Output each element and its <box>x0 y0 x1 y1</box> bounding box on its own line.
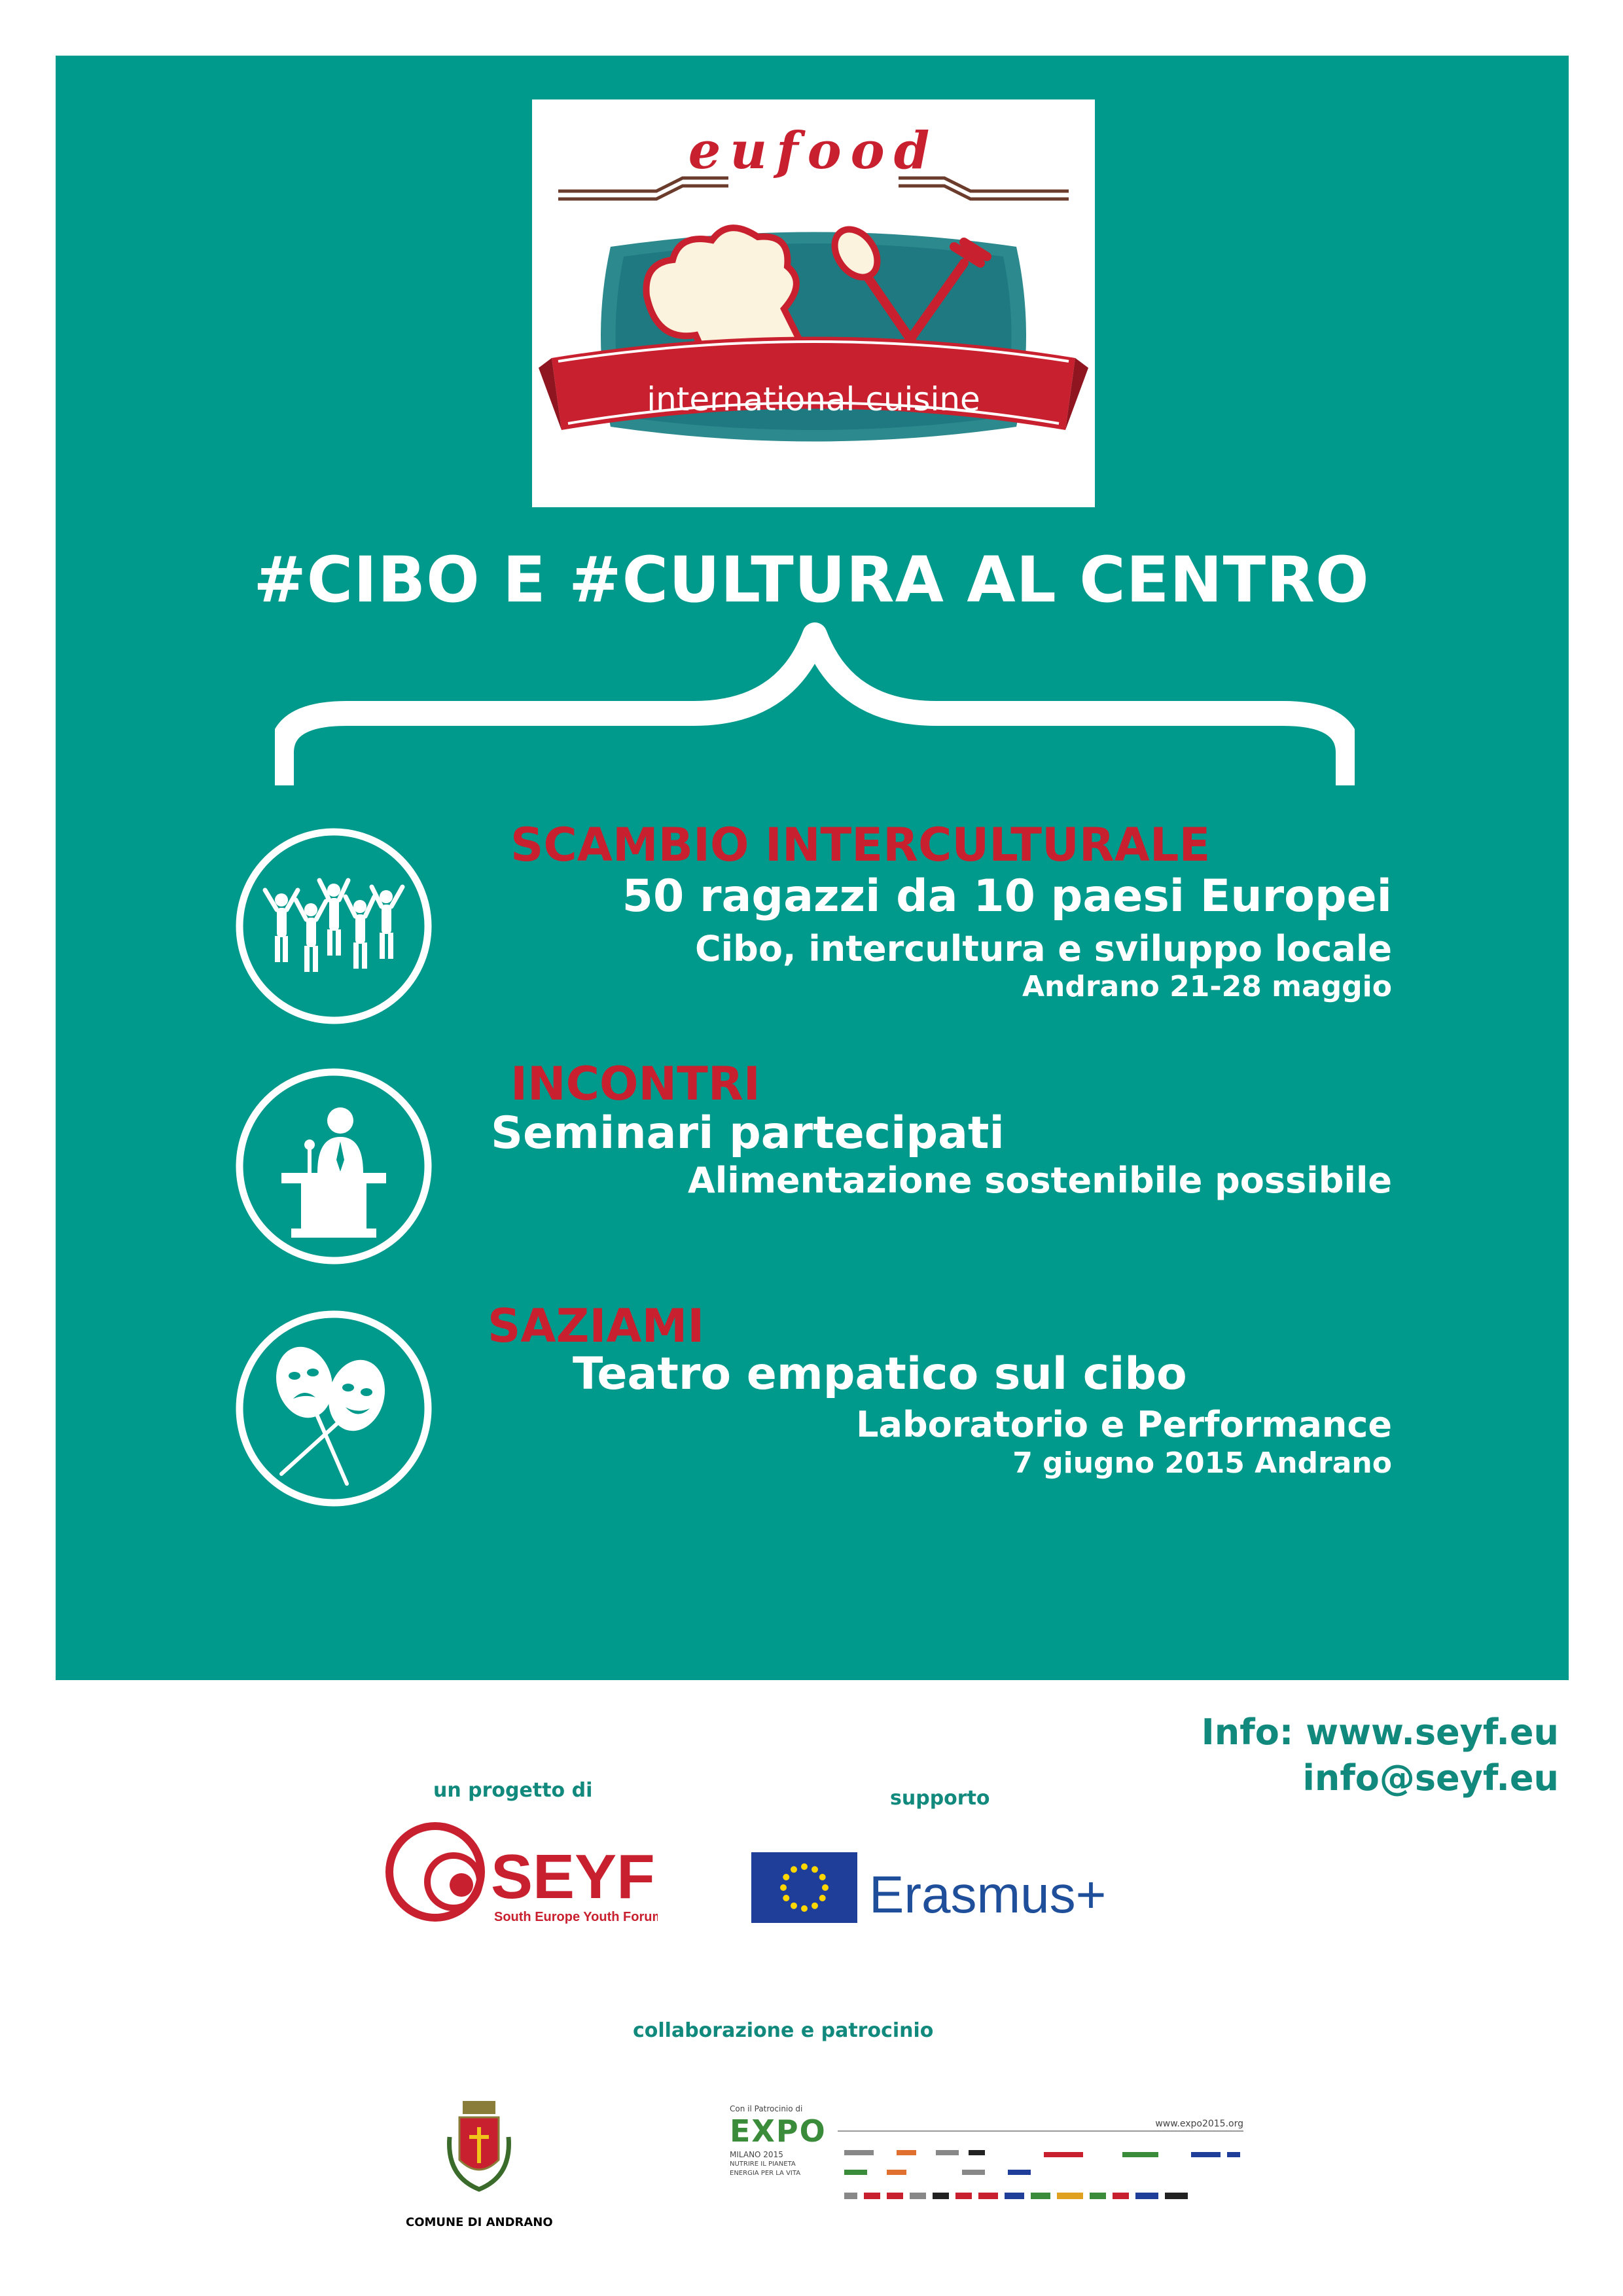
eu-star <box>822 1884 829 1891</box>
erasmus-wordmark: Erasmus+ <box>869 1865 1105 1924</box>
theater-masks-icon <box>236 1310 432 1507</box>
eu-star <box>780 1884 787 1891</box>
incontri-line1: Seminari partecipati <box>491 1107 1005 1159</box>
eu-flag-icon <box>751 1852 857 1923</box>
eu-star <box>791 1903 797 1909</box>
expo-motto1: NUTRIRE IL PIANETA <box>730 2161 796 2168</box>
section-title-saziami: SAZIAMI <box>488 1299 705 1353</box>
scambio-line2: Cibo, intercultura e sviluppo locale <box>695 928 1392 969</box>
info-email[interactable]: info@seyf.eu <box>1302 1757 1559 1799</box>
section-title-incontri: INCONTRI <box>510 1057 760 1111</box>
scambio-line3: Andrano 21-28 maggio <box>1022 970 1392 1003</box>
people-jumping-icon <box>236 828 432 1024</box>
expo-patronage-block <box>730 2104 1266 2219</box>
expo-sponsor-logos <box>838 2140 1243 2212</box>
scambio-line1: 50 ragazzi da 10 paesi Europei <box>622 870 1392 922</box>
andrano-crest <box>440 2098 518 2202</box>
eu-star <box>812 1903 818 1909</box>
seyf-logo <box>383 1816 658 1934</box>
info-website[interactable]: Info: www.seyf.eu <box>1201 1712 1559 1753</box>
saziami-line2: Laboratorio e Performance <box>856 1404 1392 1445</box>
eu-star <box>791 1866 797 1873</box>
eufood-logo <box>532 99 1095 507</box>
saziami-line1: Teatro empatico sul cibo <box>573 1348 1187 1400</box>
seyf-wordmark: SEYF <box>491 1842 655 1912</box>
headline: #CIBO E #CULTURA AL CENTRO <box>253 543 1370 617</box>
section-title-scambio: SCAMBIO INTERCULTURALE <box>510 818 1211 872</box>
seyf-subtitle: South Europe Youth Forum <box>494 1910 658 1924</box>
eu-star <box>783 1895 789 1901</box>
project-label: un progetto di <box>433 1779 593 1802</box>
eu-star <box>801 1905 808 1912</box>
eufood-wordmark: eufood <box>688 121 939 181</box>
curly-brace-decoration <box>275 622 1355 792</box>
speaker-podium-icon <box>236 1068 432 1265</box>
eu-star <box>819 1895 826 1901</box>
expo-url[interactable]: www.expo2015.org <box>1155 2119 1243 2129</box>
eu-star <box>812 1866 818 1873</box>
saziami-line3: 7 giugno 2015 Andrano <box>1012 1446 1392 1480</box>
expo-wordmark: EXPO <box>730 2113 827 2149</box>
eu-star <box>819 1874 826 1880</box>
expo-patronage-label: Con il Patrocinio di <box>730 2104 803 2113</box>
expo-city: MILANO 2015 <box>730 2150 783 2159</box>
support-label: supporto <box>890 1787 990 1810</box>
expo-motto2: ENERGIA PER LA VITA <box>730 2170 801 2177</box>
incontri-line2: Alimentazione sostenibile possibile <box>687 1160 1392 1201</box>
eu-star <box>783 1874 789 1880</box>
erasmus-logo <box>751 1852 1105 1924</box>
collab-label: collaborazione e patrocinio <box>633 2019 934 2042</box>
eu-star <box>801 1863 808 1870</box>
eufood-banner-text: international cuisine <box>647 380 980 418</box>
andrano-caption: COMUNE DI ANDRANO <box>406 2215 553 2229</box>
expo-divider <box>838 2130 1243 2132</box>
